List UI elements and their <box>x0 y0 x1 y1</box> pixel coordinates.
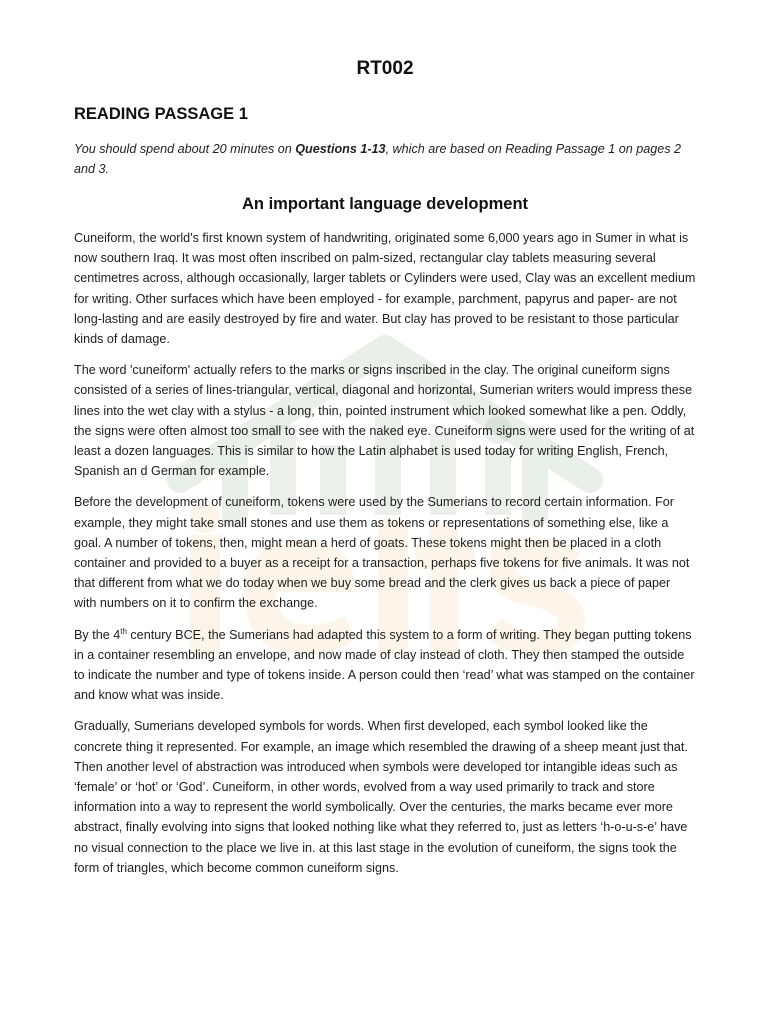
paragraph-4-after: century BCE, the Sumerians had adapted this system to a form of writing. They began putting tokens in a container resembling an envelope, and now made of clay instead of cloth. They then stamped the outside to indicate the number and type of tokens inside. A person could then ‘read’ what was stamped on the container and know what was inside. <box>74 627 695 703</box>
instructions-text <box>74 139 696 179</box>
passage-paragraph-5: Gradually, Sumerians developed symbols for words. When first developed, each symbol looked like the concrete thing it represented. For example, an image which resembled the drawing of a sheep meant just that. Then another level of abstraction was introduced when symbols were developed tor intangible ideas such as ‘female’ or ‘hot’ or ‘God’. Cuneiform, in other words, evolved from a way used primarily to track and store information into a way to represent the world symbolically. Over the centuries, the marks became ever more abstract, finally evolving into signs that looked nothing like what they referred to, just as letters ‘h-o-u-s-e’ have no visual connection to the place we live in. at this last stage in the evolution of cuneiform, the signs took the form of triangles, which become common cuneiform signs. <box>74 719 688 875</box>
passage-paragraph-4 <box>74 625 696 706</box>
instructions-questions: Questions 1-13 <box>295 142 386 156</box>
passage-paragraph-2: The word 'cuneiform' actually refers to the marks or signs inscribed in the clay. The original cuneiform signs consisted of a series of lines-triangular, vertical, diagonal and horizontal, Sumerian writers would impress these lines into the wet clay with a stylus - a long, thin, pointed instrument which looked somewhat like a pen. Oddly, the signs were often almost too small to see with the naked eye. Cuneiform signs were used for the writing of at least a dozen languages. This is similar to how the Latin alphabet is used today for writing English, French, Spanish an d German for example. <box>74 363 695 479</box>
paragraph-4-superscript: th <box>120 626 127 636</box>
section-heading: READING PASSAGE 1 <box>74 105 248 123</box>
passage-paragraph-3: Before the development of cuneiform, tokens were used by the Sumerians to record certain information. For example, they might take small stones and use them as tokens or representations of something else, like a goal. A number of tokens, then, might mean a herd of goats. These tokens might then be placed in a cloth container and provided to a buyer as a receipt for a transaction, perhaps five tokens for five animals. It was not that different from what we do today when we buy some bread and the clerk gives us back a piece of paper with numbers on it to confirm the exchange. <box>74 495 690 611</box>
instructions-before: You should spend about 20 minutes on <box>74 142 296 156</box>
instructions-after: , which are based on Reading Passage 1 on pages 2 and 3. <box>74 142 682 176</box>
passage-title: An important language development <box>241 195 529 213</box>
document-code: RT002 <box>356 58 414 79</box>
paragraph-4-before: By the 4 <box>74 627 121 642</box>
passage-paragraph-1: Cuneiform, the world's first known system of handwriting, originated some 6,000 years ago in Sumer in what is now southern Iraq. It was most often inscribed on palm-sized, rectangular clay tablets measuring several centimetres across, although occasionally, larger tablets or Cylinders were used, Clay was an excellent medium for writing. Other surfaces which have been employed - for example, parchment, papyrus and paper- are not long-lasting and are easily destroyed by fire and water. But clay has proved to be resistant to those particular kinds of damage. <box>74 231 696 347</box>
